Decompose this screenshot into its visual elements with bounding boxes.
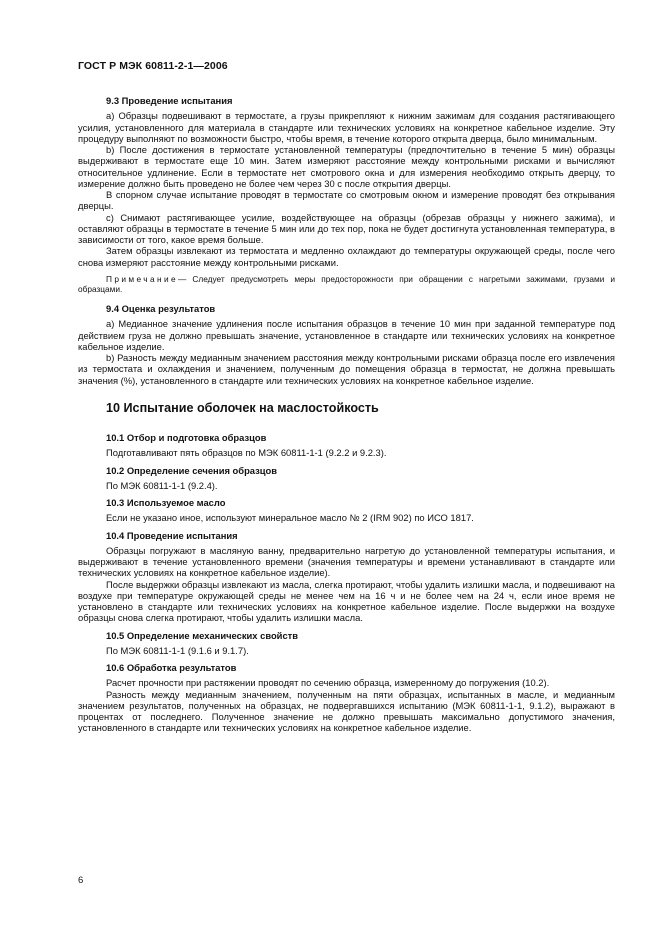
paragraph: c) Снимают растягивающее усилие, воздействующее на образцы (обрезав образцы у нижнего зажима), и оставляют образцы в термостате в течение 5 мин или до тех пор, пока не будет достигнута установленная температура, в зависимости от того, какое время больше.: [78, 211, 615, 245]
paragraph: a) Образцы подвешивают в термостате, а грузы прикрепляют к нижним зажимам для создания растягивающего усилия, установленного для материала в стандарте или технических условиях на конкретное кабельное изделие. Эту процедуру выполняют по возможности быстро, чтобы время, в течение которого открыта дверца, было минимальным.: [78, 110, 615, 144]
heading-9-3: 9.3 Проведение испытания: [106, 95, 233, 106]
heading-9-4: 9.4 Оценка результатов: [106, 303, 216, 315]
paragraph: b) Разность между медианным значением расстояния между контрольными рисками образца после его извлечения из термостата и охлаждения и значением, полученным до помещения образца в термостат, не должна превышать значения (%), установленного в стандарте или технических условиях на конкретное кабельное изделие.: [78, 352, 615, 386]
heading-10-5: 10.5 Определение механических свойств: [106, 629, 299, 641]
paragraph: После выдержки образцы извлекают из масла, слегка протирают, чтобы удалить излишки масла, и подвешивают на воздухе при температуре окружающей среды не менее чем на 16 ч и не более чем на 24 ч, если иное время не установлено в стандарте или технических условиях на конкретное кабельное изделие. После выдержки на воздухе образцы снова слегка протирают, чтобы удалить излишки масла.: [78, 578, 615, 624]
note-label: Примечание: [106, 273, 179, 284]
heading-10: 10 Испытание оболочек на маслостойкость: [106, 400, 379, 415]
note-text: — Следует предусмотреть меры предосторожности при обращении с нагретыми зажимами, грузами и образцами.: [78, 273, 615, 294]
heading-10-1: 10.1 Отбор и подготовка образцов: [106, 432, 267, 444]
page-content: [78, 95, 615, 734]
paragraph: Разность между медианным значением, полученным на пяти образцах, испытанных в масле, и медианным значением результатов, полученных на образцах, не подвергавшихся испытанию (МЭК 60811-1-1, 9.1.2), выражают в процентах от последнего. Полученное значение не должно превышать максимально допустимого значения, установленного в стандарте или технических условиях на конкретное кабельное изделие.: [78, 688, 615, 734]
paragraph: a) Медианное значение удлинения после испытания образцов в течение 10 мин при заданной температуре под действием груза не должно превышать значение, установленное в стандарте или технических условиях на конкретное кабельное изделие.: [78, 318, 615, 352]
paragraph: Подготавливают пять образцов по МЭК 60811-1-1 (9.2.2 и 9.2.3).: [106, 447, 387, 459]
page-number: 6: [78, 875, 84, 886]
paragraph: Образцы погружают в масляную ванну, предварительно нагретую до установленной температуры испытания, и выдерживают в течение установленного времени (значения температуры и времени устанавливают в стандарте или технических условиях на конкретное кабельное изделие).: [78, 544, 615, 579]
paragraph: В спорном случае испытание проводят в термостате со смотровым окном и измерение проводят без открывания дверцы.: [78, 189, 615, 212]
running-header: ГОСТ Р МЭК 60811-2-1—2006: [78, 60, 228, 72]
paragraph: b) После достижения в термостате установленной температуры (предпочтительно в течение 5 мин) образцы выдерживают в термостате еще 10 мин. Затем измеряют расстояние между контрольными рисками и вычисляют относительное удлинение. Если в термостате нет смотрового окна и для измерения необходимо открыть дверцу, то измерение должно быть проведено не более чем через 30 с после открытия дверцы.: [78, 144, 615, 189]
heading-10-6: 10.6 Обработка результатов: [106, 662, 237, 674]
paragraph: По МЭК 60811-1-1 (9.2.4).: [106, 479, 218, 491]
heading-10-4: 10.4 Проведение испытания: [106, 529, 238, 541]
heading-10-3: 10.3 Используемое масло: [106, 497, 226, 509]
heading-10-2: 10.2 Определение сечения образцов: [106, 464, 278, 476]
paragraph: По МЭК 60811-1-1 (9.1.6 и 9.1.7).: [106, 644, 249, 656]
paragraph: Если не указано иное, используют минеральное масло № 2 (IRM 902) по ИСО 1817.: [106, 512, 474, 524]
paragraph: Затем образцы извлекают из термостата и медленно охлаждают до температуры окружающей среды, после чего снова измеряют расстояние между контрольными рисками.: [78, 245, 615, 268]
paragraph: Расчет прочности при растяжении проводят по сечению образца, измеренному до погружения (10.2).: [106, 677, 550, 689]
note: [78, 274, 615, 294]
